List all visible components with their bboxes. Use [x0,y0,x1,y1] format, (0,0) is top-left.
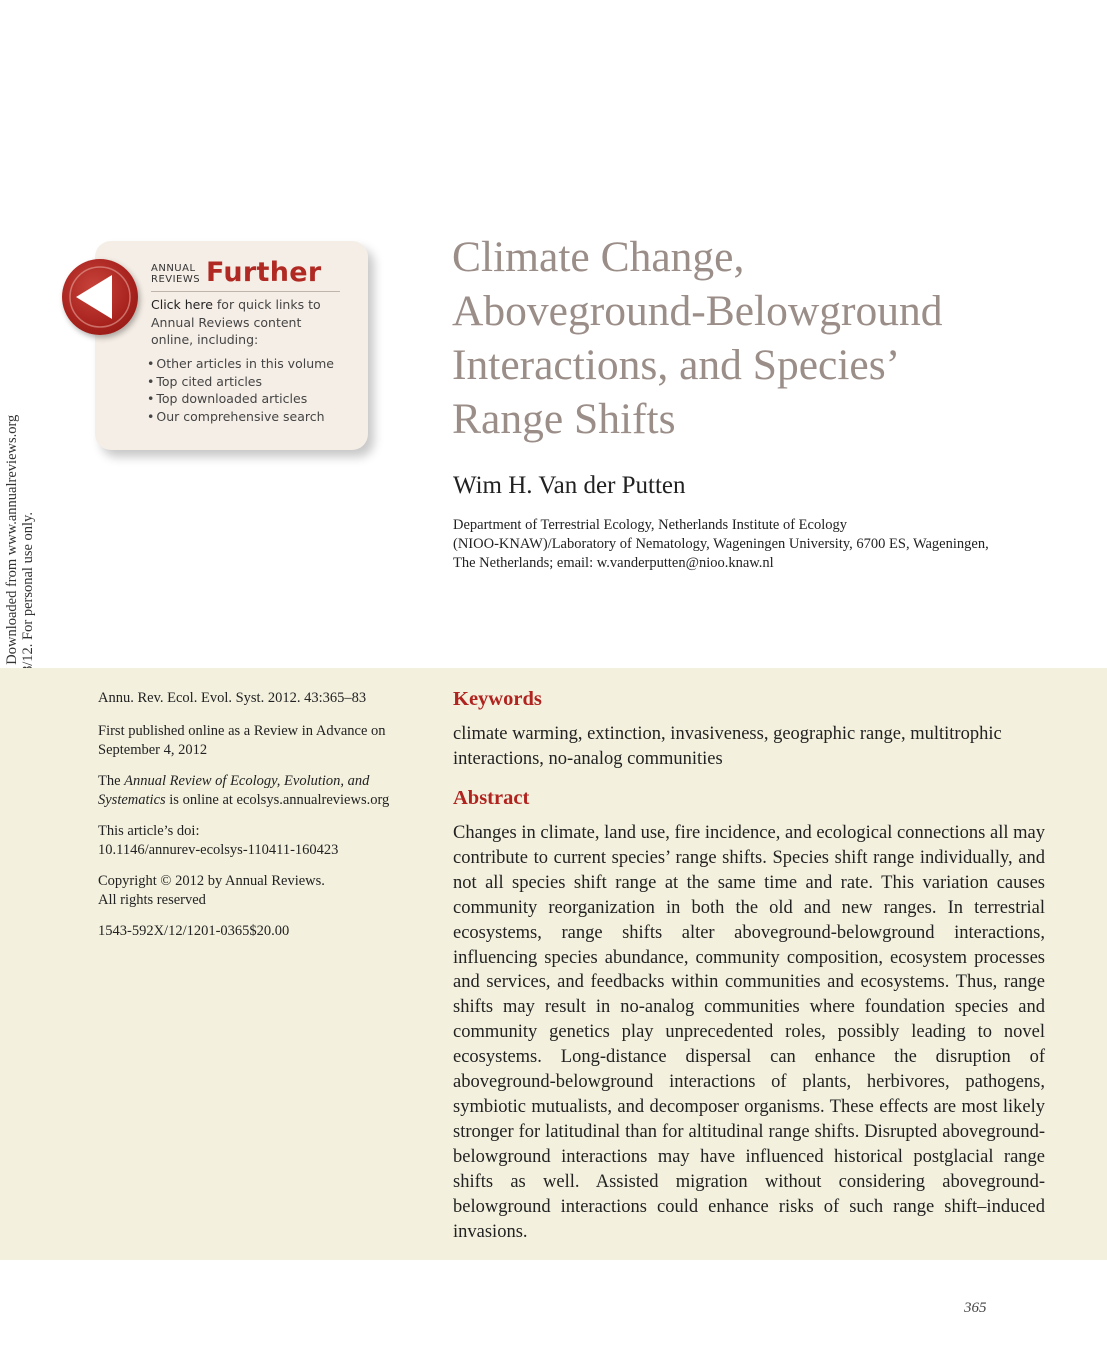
article-title [452,230,943,446]
logo-annual: ANNUAL [151,263,196,274]
link-comprehensive-search[interactable]: • Our comprehensive search [147,408,334,426]
annual-reviews-logo [151,263,200,285]
further-intro [151,296,346,349]
abstract-heading: Abstract [453,787,530,809]
abstract-text: Changes in climate, land use, fire incidence, and ecological connections all may contribute to current species’ range shifts. Species shift range individually, and not all species shift range at the same time and rate. This variation causes community reorganization in both the old and new ranges. In terrestrial ecosystems, range shifts alter aboveground-belowground interactions, influencing species abundance, community composition, ecosystem processes and services, and feedbacks within communities and ecosystems. Thus, range shifts may result in no-analog communities where foundation species and community genetics play unprecedented roles, possibly leading to novel ecosystems. Long-distance dispersal can enhance the disruption of aboveground-belowground interactions of plants, herbivores, pathogens, symbiotic mutualists, and decomposer organisms. These effects are most likely stronger for latitudinal than for altitudinal range shifts. Disrupted aboveground-belowground interactions may have influenced historical postglacial range shifts as well. Assisted migration without considering aboveground-belowground interactions could enhance risks of such range shift–induced invasions. [453,823,1045,1242]
copyright: Copyright © 2012 by Annual Reviews. [98,872,325,889]
affiliation-line: The Netherlands; email: w.vanderputten@nioo.knaw.nl [453,555,774,571]
rights: All rights reserved [98,892,206,908]
citation: Annu. Rev. Ecol. Evol. Syst. 2012. 43:365–83 [98,690,367,706]
doi-label: This article’s doi: [98,822,200,839]
affiliation-line: Department of Terrestrial Ecology, Netherlands Institute of Ecology [453,517,847,533]
title-line: Aboveground-Belowground [452,287,943,335]
further-divider [151,291,340,292]
title-line: Climate Change, [452,233,745,281]
article-metadata [98,689,418,952]
link-other-articles[interactable]: • Other articles in this volume [147,355,334,373]
journal-info [98,772,418,811]
affiliation-line: (NIOO-KNAW)/Laboratory of Nematology, Wageningen University, 6700 ES, Wageningen, [453,536,989,552]
journal-suffix: is online at ecolsys.annualreviews.org [165,792,390,808]
journal-prefix: The [98,772,125,789]
link-top-downloaded[interactable]: • Top downloaded articles [147,390,334,408]
further-intro-text: for quick links to Annual Reviews content online, including: [151,297,321,347]
click-here-link[interactable]: Click here [151,297,213,312]
journal-name: Annual Review of Ecology, Evolution, and Systematics [98,772,370,808]
doi-info [98,822,418,861]
page-number: 365 [964,1300,987,1316]
further-links [147,355,334,425]
copyright-info [98,872,418,911]
doi-value: 10.1146/annurev-ecolsys-110411-160423 [98,842,339,858]
link-top-cited[interactable]: • Top cited articles [147,373,334,391]
keywords-text: climate warming, extinction, invasiveness, geographic range, multitrophic interactions, no-analog communities [453,724,1002,769]
author-name: Wim H. Van der Putten [453,472,686,499]
further-back-arrow-icon[interactable] [62,259,138,335]
logo-reviews: REVIEWS [151,274,201,285]
title-line: Interactions, and Species’ [452,341,901,389]
author-affiliation [453,516,1053,573]
first-published: First published online as a Review in Advance on September 4, 2012 [98,722,386,758]
keywords-heading: Keywords [453,688,542,710]
further-title: Further [206,257,322,288]
title-line: Range Shifts [452,395,676,443]
issn: 1543-592X/12/1201-0365$20.00 [98,922,290,939]
